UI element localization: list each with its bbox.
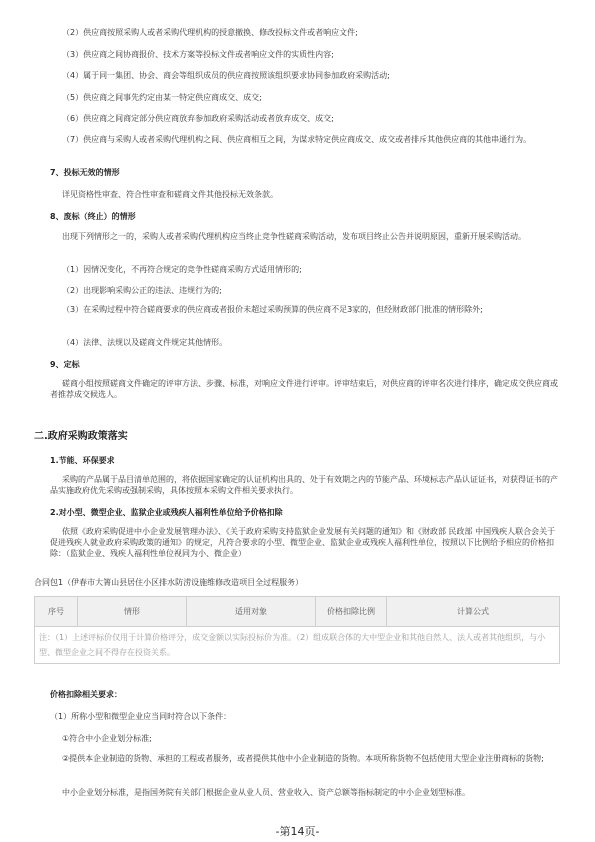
requirement-2: ①符合中小企业划分标准; [62, 734, 152, 743]
fraud-item-4: （4）属于同一集团、协会、商会等组织成员的供应商按照该组织要求协同参加政府采购活动; [62, 71, 390, 80]
col-deduction-ratio: 价格扣除比例 [316, 597, 387, 627]
invalid-bid-text: 详见资格性审查、符合性审查和磋商文件其他投标无效条款。 [62, 190, 278, 199]
heading-energy: 1.节能、环保要求 [50, 456, 115, 465]
package-title: 合同包1（伊春市大箐山县居住小区排水防涝设施维修改造项目全过程服务） [34, 578, 304, 587]
heading-termination: 8、废标（终止）的情形 [50, 212, 136, 221]
termination-intro: 出现下列情形之一的，采购人或者采购代理机构应当终止竞争性磋商采购活动，发布项目终止公告并说明原因，重新开展采购活动。 [62, 232, 526, 241]
heading-deduction-requirements: 价格扣除相关要求： [50, 690, 122, 699]
fraud-item-5: （5）供应商之间事先约定由某一特定供应商成交、成交; [62, 93, 262, 102]
table-note-row [35, 627, 560, 664]
page-number: -第14页- [275, 825, 320, 838]
termination-case-1: （1）因情况变化，不再符合规定的竞争性磋商采购方式适用情形的; [62, 265, 302, 274]
award-text: 磋商小组按照磋商文件确定的评审方法、步骤、标准，对响应文件进行评审。评审结束后，对供应商的评审名次进行排序，确定成交供应商或者推荐成交候选人。 [50, 379, 558, 399]
section-policy-title: 二.政府采购政策落实 [34, 431, 128, 442]
energy-text: 采购的产品属于品目清单范围的，将依据国家确定的认证机构出具的、处于有效期之内的节能产品、环境标志产品认证证书，对获得证书的产品实施政府优先采购或强制采购，具体按照本采购文件相关要求执行。 [50, 475, 558, 495]
fraud-item-7: （7）供应商与采购人或者采购代理机构之间、供应商相互之间，为谋求特定供应商成交、成交或者排斥其他供应商的其他串通行为。 [62, 135, 532, 144]
price-deduction-text: 依照《政府采购促进中小企业发展管理办法》、《关于政府采购支持监狱企业发展有关问题的通知》和《财政部 民政部 中国残疾人联合会关于促进残疾人就业政府采购政策的通知》的规定，凡符合要求的小型、微型企业、监狱企业或残疾人福利性单位，按照以下比例给予相应的价格扣除：（监狱企业、残疾人福利性单位视同为小、微企业） [50, 527, 556, 558]
fraud-item-2: （2）供应商按照采购人或者采购代理机构的授意撤换、修改投标文件或者响应文件; [62, 28, 358, 37]
termination-case-2: （2）出现影响采购公正的违法、违规行为的; [62, 286, 222, 295]
heading-price-deduction: 2.对小型、微型企业、监狱企业或残疾人福利性单位给予价格扣除 [50, 508, 283, 517]
table-header-row [35, 597, 560, 627]
fraud-item-6: （6）供应商之间商定部分供应商放弃参加政府采购活动或者放弃成交、成交; [62, 114, 334, 123]
col-formula: 计算公式 [387, 597, 560, 627]
termination-case-3: （3）在采购过程中符合磋商要求的供应商或者报价未超过采购预算的供应商不足3家的，但经财政部门批准的情形除外; [62, 305, 483, 314]
price-deduction-table [34, 596, 560, 664]
fraud-item-3: （3）供应商之间协商报价、技术方案等投标文件或者响应文件的实质性内容; [62, 50, 334, 59]
col-case: 情形 [78, 597, 187, 627]
requirement-4: 中小企业划分标准，是指国务院有关部门根据企业从业人员、营业收入、资产总额等指标制定的中小企业划型标准。 [62, 788, 470, 797]
col-target: 适用对象 [187, 597, 316, 627]
requirement-3: ②提供本企业制造的货物、承担的工程或者服务，或者提供其他中小企业制造的货物。本项所称货物不包括使用大型企业注册商标的货物; [62, 754, 544, 763]
termination-case-4: （4）法律、法规以及磋商文件规定其他情形。 [62, 338, 228, 347]
table-note: 注：（1）上述评标价仅用于计算价格评分，成交金额以实际投标价为准。（2）组成联合体的大中型企业和其他自然人、法人或者其他组织，与小型、微型企业之间不得存在投资关系。 [35, 627, 560, 664]
heading-award: 9、定标 [50, 360, 80, 369]
requirement-1: （1）所称小型和微型企业应当同时符合以下条件： [50, 712, 232, 721]
heading-invalid-bid: 7、投标无效的情形 [50, 168, 120, 177]
col-index: 序号 [35, 597, 78, 627]
